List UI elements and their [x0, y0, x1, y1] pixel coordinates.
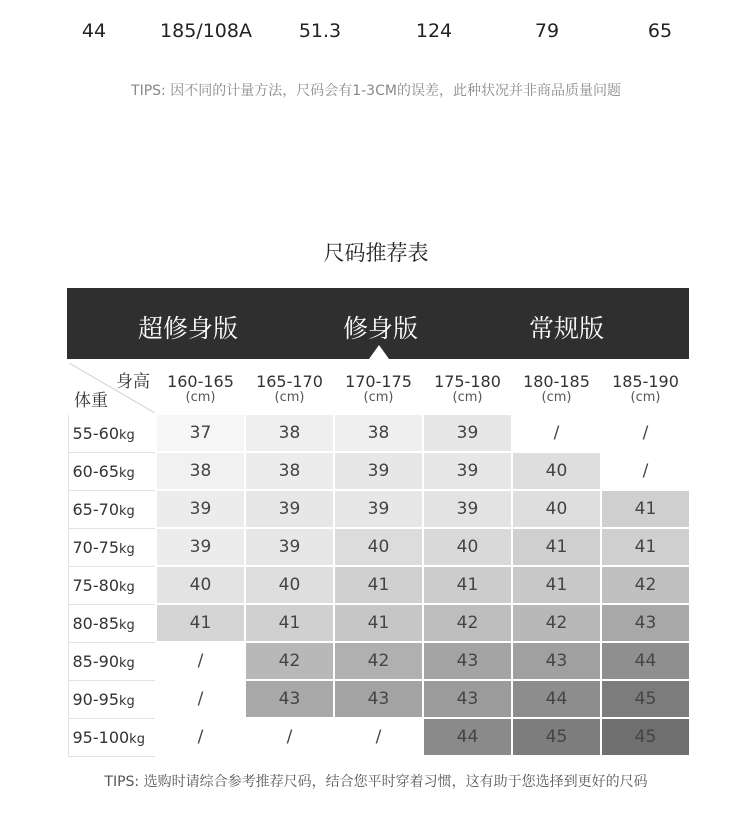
- size-cell: 42: [245, 642, 334, 680]
- size-cell: 42: [601, 566, 690, 604]
- weight-range-cell: 60-65kg: [68, 452, 156, 490]
- size-cell: 44: [512, 680, 601, 718]
- size-cell: 42: [512, 604, 601, 642]
- size-cell: 40: [245, 566, 334, 604]
- size-cell: 38: [245, 414, 334, 452]
- size-cell: 41: [601, 528, 690, 566]
- size-cell: /: [601, 414, 690, 452]
- size-cell: 40: [156, 566, 245, 604]
- size-cell: 45: [601, 680, 690, 718]
- size-cell: 39: [245, 490, 334, 528]
- table-row: [68, 604, 690, 642]
- table-row: [68, 490, 690, 528]
- table-row: [68, 528, 690, 566]
- size-cell: 38: [156, 452, 245, 490]
- size-cell: 44: [601, 642, 690, 680]
- size-cell: 39: [334, 452, 423, 490]
- size-cell: /: [156, 642, 245, 680]
- size-cell: 43: [601, 604, 690, 642]
- height-label: 身高: [116, 372, 150, 392]
- size-cell: /: [601, 452, 690, 490]
- size-cell: 41: [512, 566, 601, 604]
- size-cell: 39: [423, 414, 512, 452]
- recommendation-tip: TIPS: 选购时请综合参考推荐尺码，结合您平时穿着习惯，这有助于您选择到更好的尺码: [104, 774, 648, 790]
- height-col-4: 175-180 (cm): [423, 362, 512, 414]
- size-cell: /: [245, 718, 334, 756]
- size-cell: 41: [334, 604, 423, 642]
- table-header-row: [68, 362, 690, 414]
- size-cell: 42: [334, 642, 423, 680]
- size-cell: 39: [423, 490, 512, 528]
- weight-range-cell: 55-60kg: [68, 414, 156, 452]
- previous-size-row: [0, 20, 752, 50]
- prev-value-4: 124: [415, 20, 453, 42]
- size-recommendation-table: [67, 361, 691, 757]
- size-cell: 43: [423, 642, 512, 680]
- fit-extra-slim: 超修身版: [138, 314, 239, 343]
- size-cell: 42: [423, 604, 512, 642]
- size-cell: 43: [512, 642, 601, 680]
- size-cell: 39: [156, 528, 245, 566]
- height-col-5: 180-185 (cm): [512, 362, 601, 414]
- size-cell: 41: [245, 604, 334, 642]
- prev-value-5: 79: [534, 20, 560, 42]
- corner-cell: [68, 362, 156, 414]
- table-row: [68, 718, 690, 756]
- height-col-6: 185-190 (cm): [601, 362, 690, 414]
- table-row: [68, 452, 690, 490]
- size-cell: 45: [512, 718, 601, 756]
- size-cell: /: [156, 718, 245, 756]
- size-cell: 44: [423, 718, 512, 756]
- table-row: [68, 566, 690, 604]
- size-cell: 40: [423, 528, 512, 566]
- weight-range-cell: 90-95kg: [68, 680, 156, 718]
- weight-range-cell: 75-80kg: [68, 566, 156, 604]
- page-title: 尺码推荐表: [323, 241, 429, 265]
- size-cell: 41: [512, 528, 601, 566]
- prev-value-6: 65: [647, 20, 673, 42]
- size-cell: 41: [156, 604, 245, 642]
- size-cell: 39: [156, 490, 245, 528]
- size-cell: 39: [245, 528, 334, 566]
- size-cell: 43: [423, 680, 512, 718]
- weight-range-cell: 70-75kg: [68, 528, 156, 566]
- weight-label: 体重: [74, 391, 108, 411]
- fit-regular: 常规版: [529, 314, 605, 343]
- size-cell: 40: [334, 528, 423, 566]
- size-cell: 40: [512, 490, 601, 528]
- size-cell: 41: [601, 490, 690, 528]
- size-cell: 43: [334, 680, 423, 718]
- size-cell: /: [156, 680, 245, 718]
- size-cell: 39: [334, 490, 423, 528]
- size-cell: /: [334, 718, 423, 756]
- size-cell: 45: [601, 718, 690, 756]
- height-col-2: 165-170 (cm): [245, 362, 334, 414]
- size-cell: 41: [334, 566, 423, 604]
- fit-marker-triangle: [369, 345, 389, 359]
- table-body: [68, 414, 690, 756]
- size-cell: 40: [512, 452, 601, 490]
- weight-range-cell: 65-70kg: [68, 490, 156, 528]
- table-row: [68, 680, 690, 718]
- weight-range-cell: 85-90kg: [68, 642, 156, 680]
- size-cell: 38: [334, 414, 423, 452]
- size-cell: 38: [245, 452, 334, 490]
- prev-value-3: 51.3: [298, 20, 342, 42]
- fit-slim: 修身版: [343, 314, 419, 343]
- size-cell: 43: [245, 680, 334, 718]
- prev-size: 44: [81, 20, 107, 42]
- size-cell: 39: [423, 452, 512, 490]
- measurement-tip: TIPS: 因不同的计量方法，尺码会有1-3CM的误差，此种状况并非商品质量问题: [131, 83, 621, 99]
- size-cell: /: [512, 414, 601, 452]
- height-col-3: 170-175 (cm): [334, 362, 423, 414]
- table-row: [68, 414, 690, 452]
- prev-height-chest: 185/108A: [160, 20, 252, 42]
- size-cell: 37: [156, 414, 245, 452]
- height-col-1: 160-165 (cm): [156, 362, 245, 414]
- weight-range-cell: 95-100kg: [68, 718, 156, 756]
- size-cell: 41: [423, 566, 512, 604]
- table-row: [68, 642, 690, 680]
- weight-range-cell: 80-85kg: [68, 604, 156, 642]
